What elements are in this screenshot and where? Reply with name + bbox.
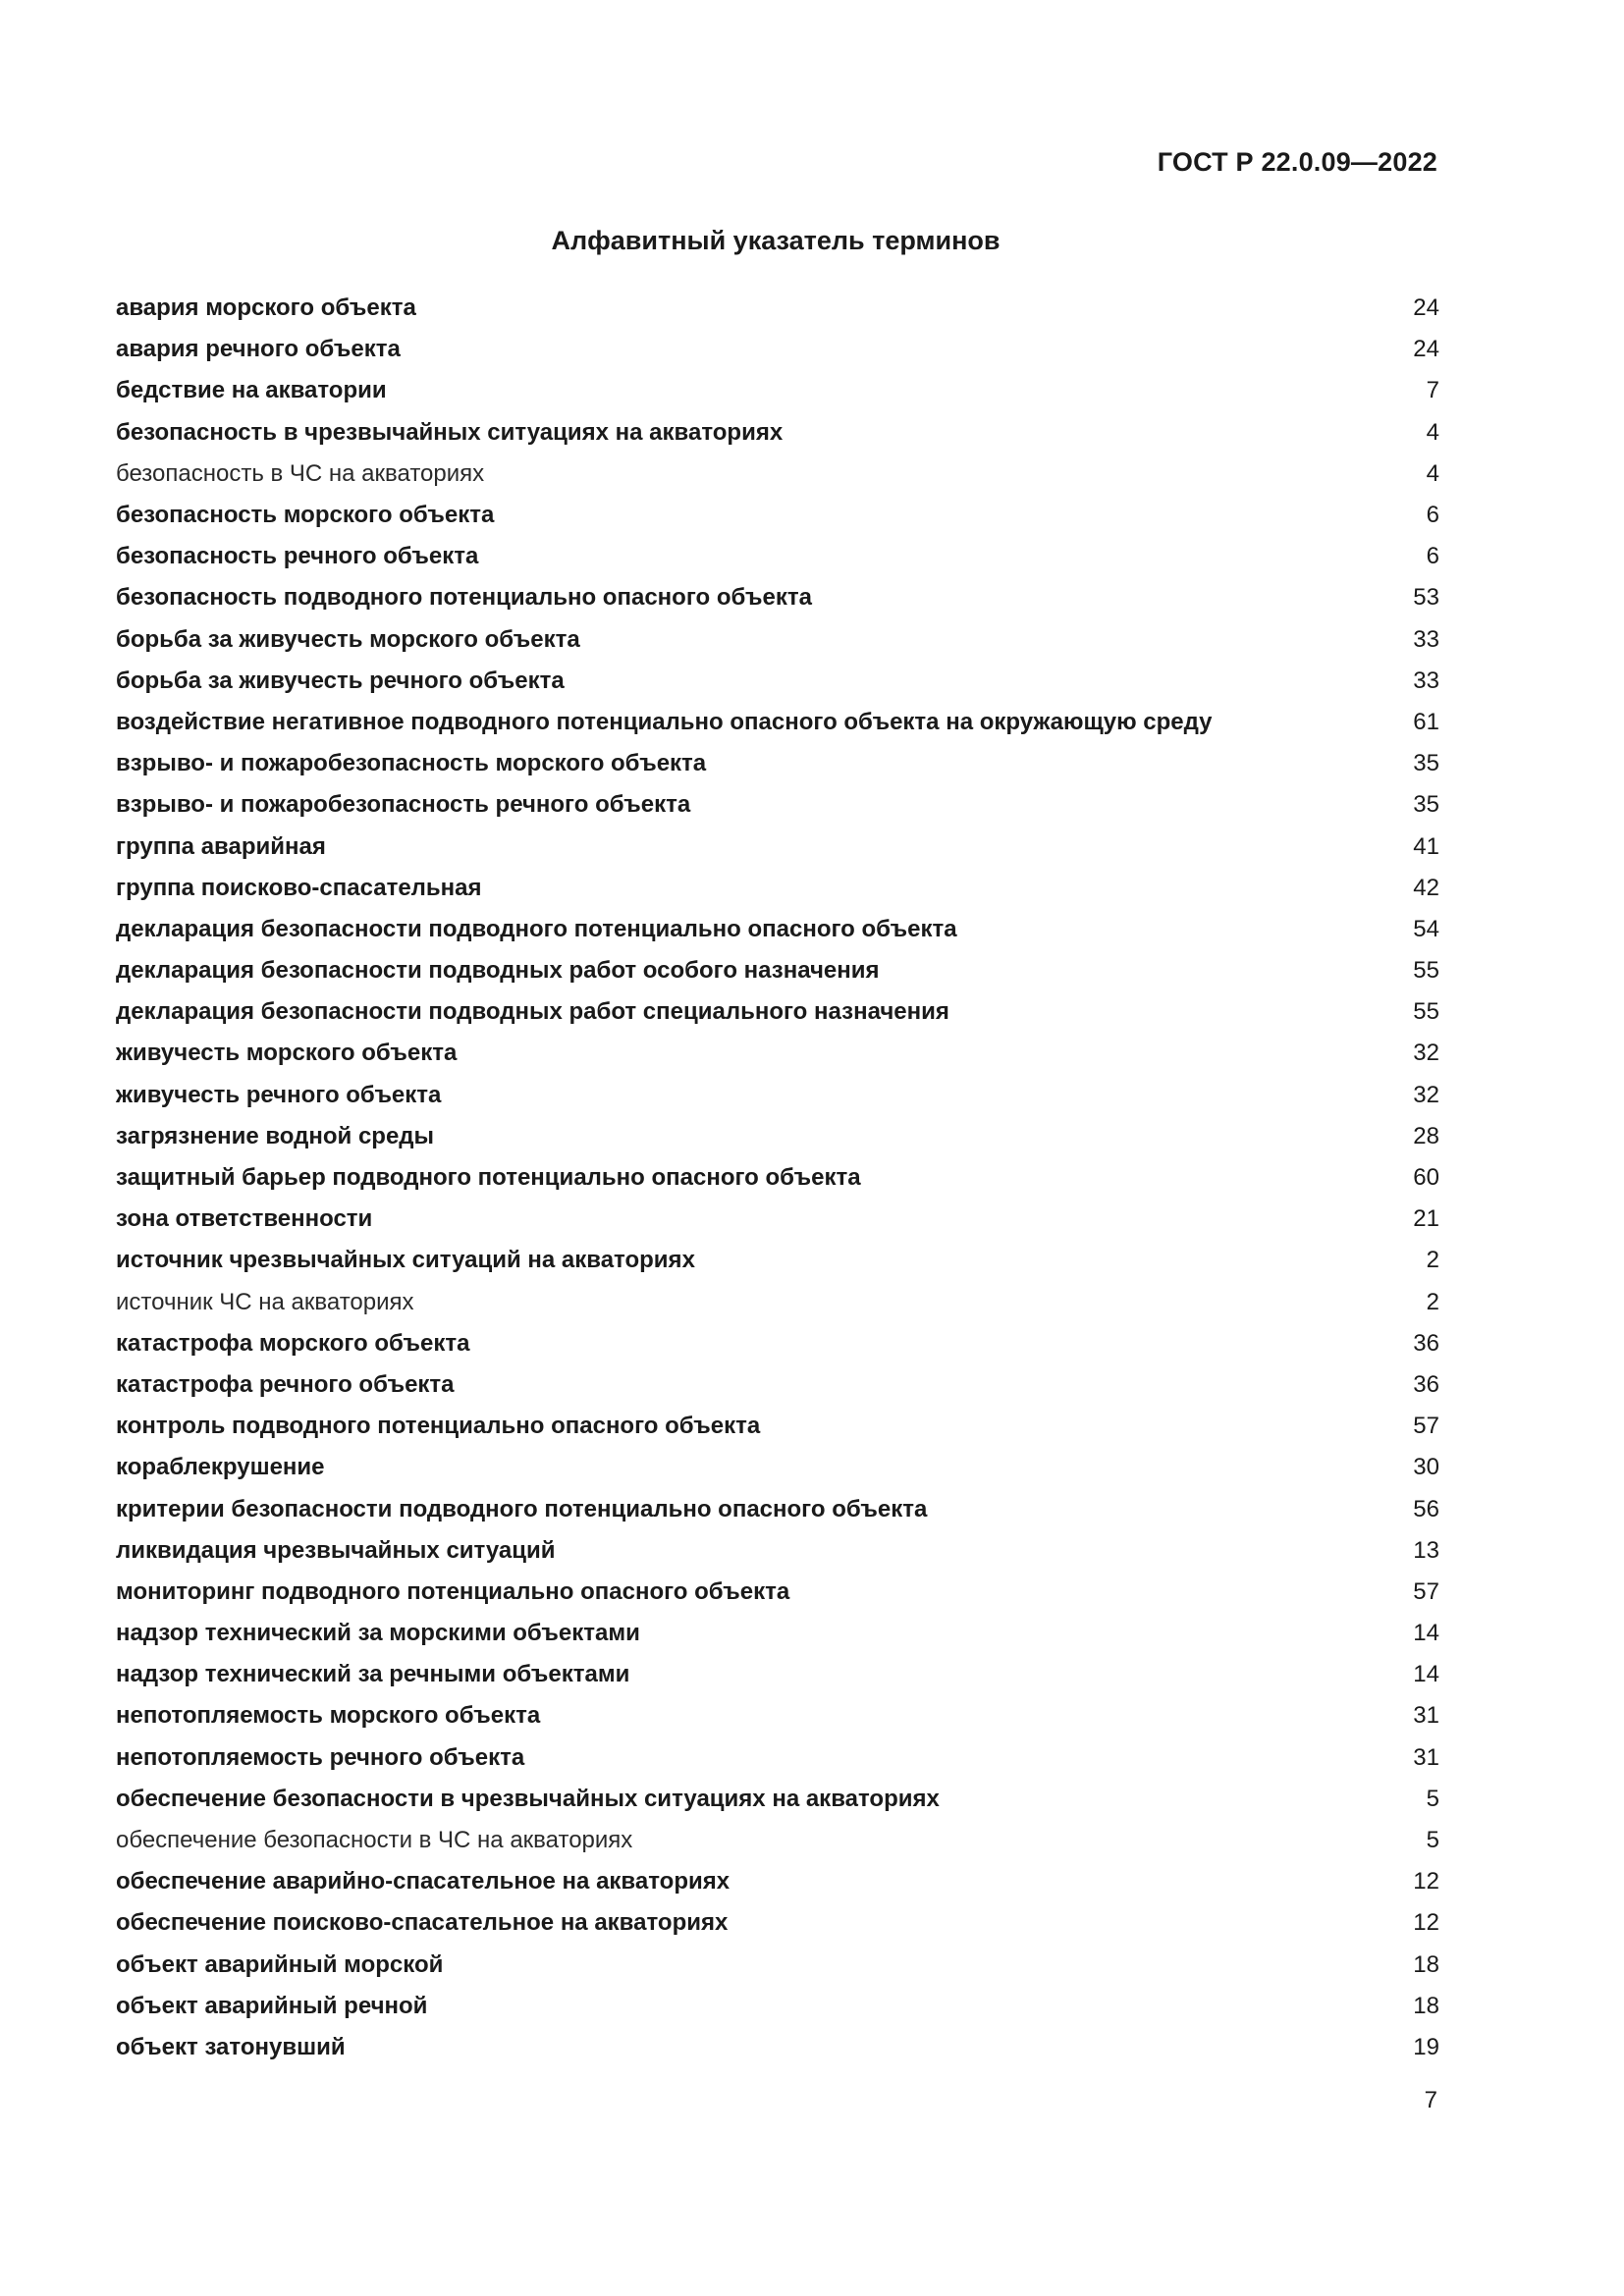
index-entry <box>116 536 1439 577</box>
index-entry-page: 33 <box>1413 625 1439 653</box>
index-entry-term: группа поисково-спасательная <box>116 874 482 901</box>
index-entry-page: 53 <box>1413 584 1439 612</box>
index-entry-page: 31 <box>1413 1702 1439 1730</box>
index-entry-page: 54 <box>1413 915 1439 942</box>
index-entry-term: безопасность речного объекта <box>116 543 479 570</box>
index-entry <box>116 1488 1439 1529</box>
index-entry <box>116 1199 1439 1240</box>
index-entry <box>116 702 1439 743</box>
index-entry-term: надзор технический за морскими объектами <box>116 1620 640 1647</box>
index-entry <box>116 412 1439 454</box>
index-entry-term: непотопляемость речного объекта <box>116 1743 525 1771</box>
index-entry <box>116 1820 1439 1861</box>
index-entry <box>116 1364 1439 1406</box>
index-entry <box>116 1406 1439 1447</box>
index-entry <box>116 1572 1439 1613</box>
index-entry-term: катастрофа речного объекта <box>116 1370 455 1398</box>
index-entry <box>116 1945 1439 1986</box>
index-entry-term: безопасность в чрезвычайных ситуациях на акваториях <box>116 418 784 446</box>
index-entry-page: 2 <box>1426 1247 1439 1274</box>
index-entry-page: 4 <box>1426 459 1439 487</box>
index-entry-term: безопасность подводного потенциально опасного объекта <box>116 584 812 612</box>
index-entry <box>116 577 1439 618</box>
index-entry-term: безопасность морского объекта <box>116 502 495 529</box>
index-entry <box>116 826 1439 867</box>
index-entry <box>116 1779 1439 1820</box>
index-entry-term: обеспечение безопасности в ЧС на акваториях <box>116 1827 633 1854</box>
index-entry-term: взрыво- и пожаробезопасность морского объекта <box>116 750 707 777</box>
index-entry-term: критерии безопасности подводного потенциально опасного объекта <box>116 1495 928 1522</box>
index-entry <box>116 1613 1439 1654</box>
index-entry-term: катастрофа морского объекта <box>116 1329 470 1357</box>
index-entry <box>116 454 1439 495</box>
index-entry-page: 21 <box>1413 1205 1439 1233</box>
index-entry-page: 55 <box>1413 957 1439 985</box>
index-entry-term: обеспечение поисково-спасательное на акваториях <box>116 1909 729 1937</box>
index-entry <box>116 1695 1439 1736</box>
index-entry <box>116 950 1439 991</box>
index-entry <box>116 909 1439 950</box>
index-entry-page: 60 <box>1413 1164 1439 1192</box>
index-entry-term: авария морского объекта <box>116 294 416 322</box>
index-title: Алфавитный указатель терминов <box>551 226 1001 255</box>
index-entry-page: 36 <box>1413 1370 1439 1398</box>
index-entry-term: мониторинг подводного потенциально опасного объекта <box>116 1577 790 1605</box>
index-entry-page: 14 <box>1413 1661 1439 1688</box>
index-entry <box>116 1861 1439 1902</box>
index-entry-term: воздействие негативное подводного потенциально опасного объекта на окружающую среду <box>116 708 1213 735</box>
index-entry <box>116 1530 1439 1572</box>
index-entry-term: борьба за живучесть морского объекта <box>116 625 580 653</box>
index-entry-term: взрыво- и пожаробезопасность речного объекта <box>116 791 691 819</box>
index-entry-page: 55 <box>1413 998 1439 1026</box>
index-entry <box>116 619 1439 661</box>
index-entry-page: 18 <box>1413 1950 1439 1978</box>
index-entry-page: 14 <box>1413 1620 1439 1647</box>
index-entry-term: декларация безопасности подводного потенциально опасного объекта <box>116 915 957 942</box>
index-entry-page: 24 <box>1413 336 1439 363</box>
index-entry-term: бедствие на акватории <box>116 377 387 404</box>
index-entry-term: объект аварийный морской <box>116 1950 444 1978</box>
index-entry-term: непотопляемость морского объекта <box>116 1702 541 1730</box>
index-entry <box>116 991 1439 1033</box>
index-entry-page: 36 <box>1413 1329 1439 1357</box>
index-entry-term: живучесть речного объекта <box>116 1081 442 1108</box>
index-entry-term: источник чрезвычайных ситуаций на акваториях <box>116 1247 695 1274</box>
index-entry <box>116 1737 1439 1779</box>
index-entry-page: 57 <box>1413 1413 1439 1440</box>
index-entry-page: 28 <box>1413 1122 1439 1149</box>
page-number: 7 <box>1424 2087 1437 2113</box>
index-entry-page: 31 <box>1413 1743 1439 1771</box>
index-entry-page: 41 <box>1413 832 1439 860</box>
index-entry-page: 18 <box>1413 1992 1439 2019</box>
index-entry <box>116 288 1439 329</box>
index-entry-term: группа аварийная <box>116 832 326 860</box>
index-entry-term: декларация безопасности подводных работ особого назначения <box>116 957 880 985</box>
index-entry <box>116 743 1439 784</box>
index-entry-term: декларация безопасности подводных работ специального назначения <box>116 998 949 1026</box>
index-entry-term: источник ЧС на акваториях <box>116 1288 414 1315</box>
index-entry-term: ликвидация чрезвычайных ситуаций <box>116 1536 556 1564</box>
index-entry <box>116 329 1439 370</box>
index-entry-page: 57 <box>1413 1577 1439 1605</box>
term-index-list <box>116 288 1439 2068</box>
index-entry-term: защитный барьер подводного потенциально опасного объекта <box>116 1164 861 1192</box>
index-entry-term: объект аварийный речной <box>116 1992 428 2019</box>
index-entry-page: 4 <box>1426 418 1439 446</box>
index-entry-page: 30 <box>1413 1454 1439 1481</box>
index-entry-page: 35 <box>1413 750 1439 777</box>
index-entry-term: борьба за живучесть речного объекта <box>116 667 565 694</box>
index-entry-page: 6 <box>1426 543 1439 570</box>
index-entry-term: безопасность в ЧС на акваториях <box>116 459 485 487</box>
index-entry <box>116 1157 1439 1199</box>
index-entry-term: обеспечение безопасности в чрезвычайных ситуациях на акваториях <box>116 1785 940 1812</box>
index-entry-term: зона ответственности <box>116 1205 373 1233</box>
index-entry <box>116 1033 1439 1074</box>
index-entry-page: 35 <box>1413 791 1439 819</box>
index-entry <box>116 1654 1439 1695</box>
index-entry <box>116 868 1439 909</box>
index-entry <box>116 1323 1439 1364</box>
index-entry <box>116 1240 1439 1281</box>
index-entry-page: 12 <box>1413 1868 1439 1896</box>
index-entry-page: 61 <box>1413 708 1439 735</box>
index-entry-term: надзор технический за речными объектами <box>116 1661 630 1688</box>
index-entry-page: 2 <box>1426 1288 1439 1315</box>
index-entry <box>116 1447 1439 1488</box>
index-entry-page: 5 <box>1426 1785 1439 1812</box>
index-entry-page: 12 <box>1413 1909 1439 1937</box>
index-entry-term: контроль подводного потенциально опасного объекта <box>116 1413 761 1440</box>
index-entry-page: 42 <box>1413 874 1439 901</box>
index-entry-term: объект затонувший <box>116 2033 346 2060</box>
index-entry-page: 13 <box>1413 1536 1439 1564</box>
index-entry-page: 6 <box>1426 502 1439 529</box>
index-entry-page: 24 <box>1413 294 1439 322</box>
index-entry-page: 7 <box>1426 377 1439 404</box>
document-code: ГОСТ Р 22.0.09—2022 <box>1157 147 1437 177</box>
index-entry-term: авария речного объекта <box>116 336 401 363</box>
index-entry <box>116 1902 1439 1944</box>
index-entry <box>116 661 1439 702</box>
index-entry-term: обеспечение аварийно-спасательное на акваториях <box>116 1868 731 1896</box>
index-entry <box>116 495 1439 536</box>
index-entry <box>116 1075 1439 1116</box>
index-entry-page: 32 <box>1413 1040 1439 1067</box>
index-entry-page: 5 <box>1426 1827 1439 1854</box>
index-entry-page: 33 <box>1413 667 1439 694</box>
index-entry-term: загрязнение водной среды <box>116 1122 435 1149</box>
index-entry-term: живучесть морского объекта <box>116 1040 458 1067</box>
index-entry <box>116 784 1439 826</box>
index-entry-page: 32 <box>1413 1081 1439 1108</box>
index-entry <box>116 370 1439 411</box>
index-entry-page: 19 <box>1413 2033 1439 2060</box>
index-entry <box>116 1986 1439 2027</box>
index-entry-page: 56 <box>1413 1495 1439 1522</box>
index-entry <box>116 1282 1439 1323</box>
index-entry-term: кораблекрушение <box>116 1454 325 1481</box>
index-entry <box>116 2027 1439 2068</box>
index-entry <box>116 1116 1439 1157</box>
